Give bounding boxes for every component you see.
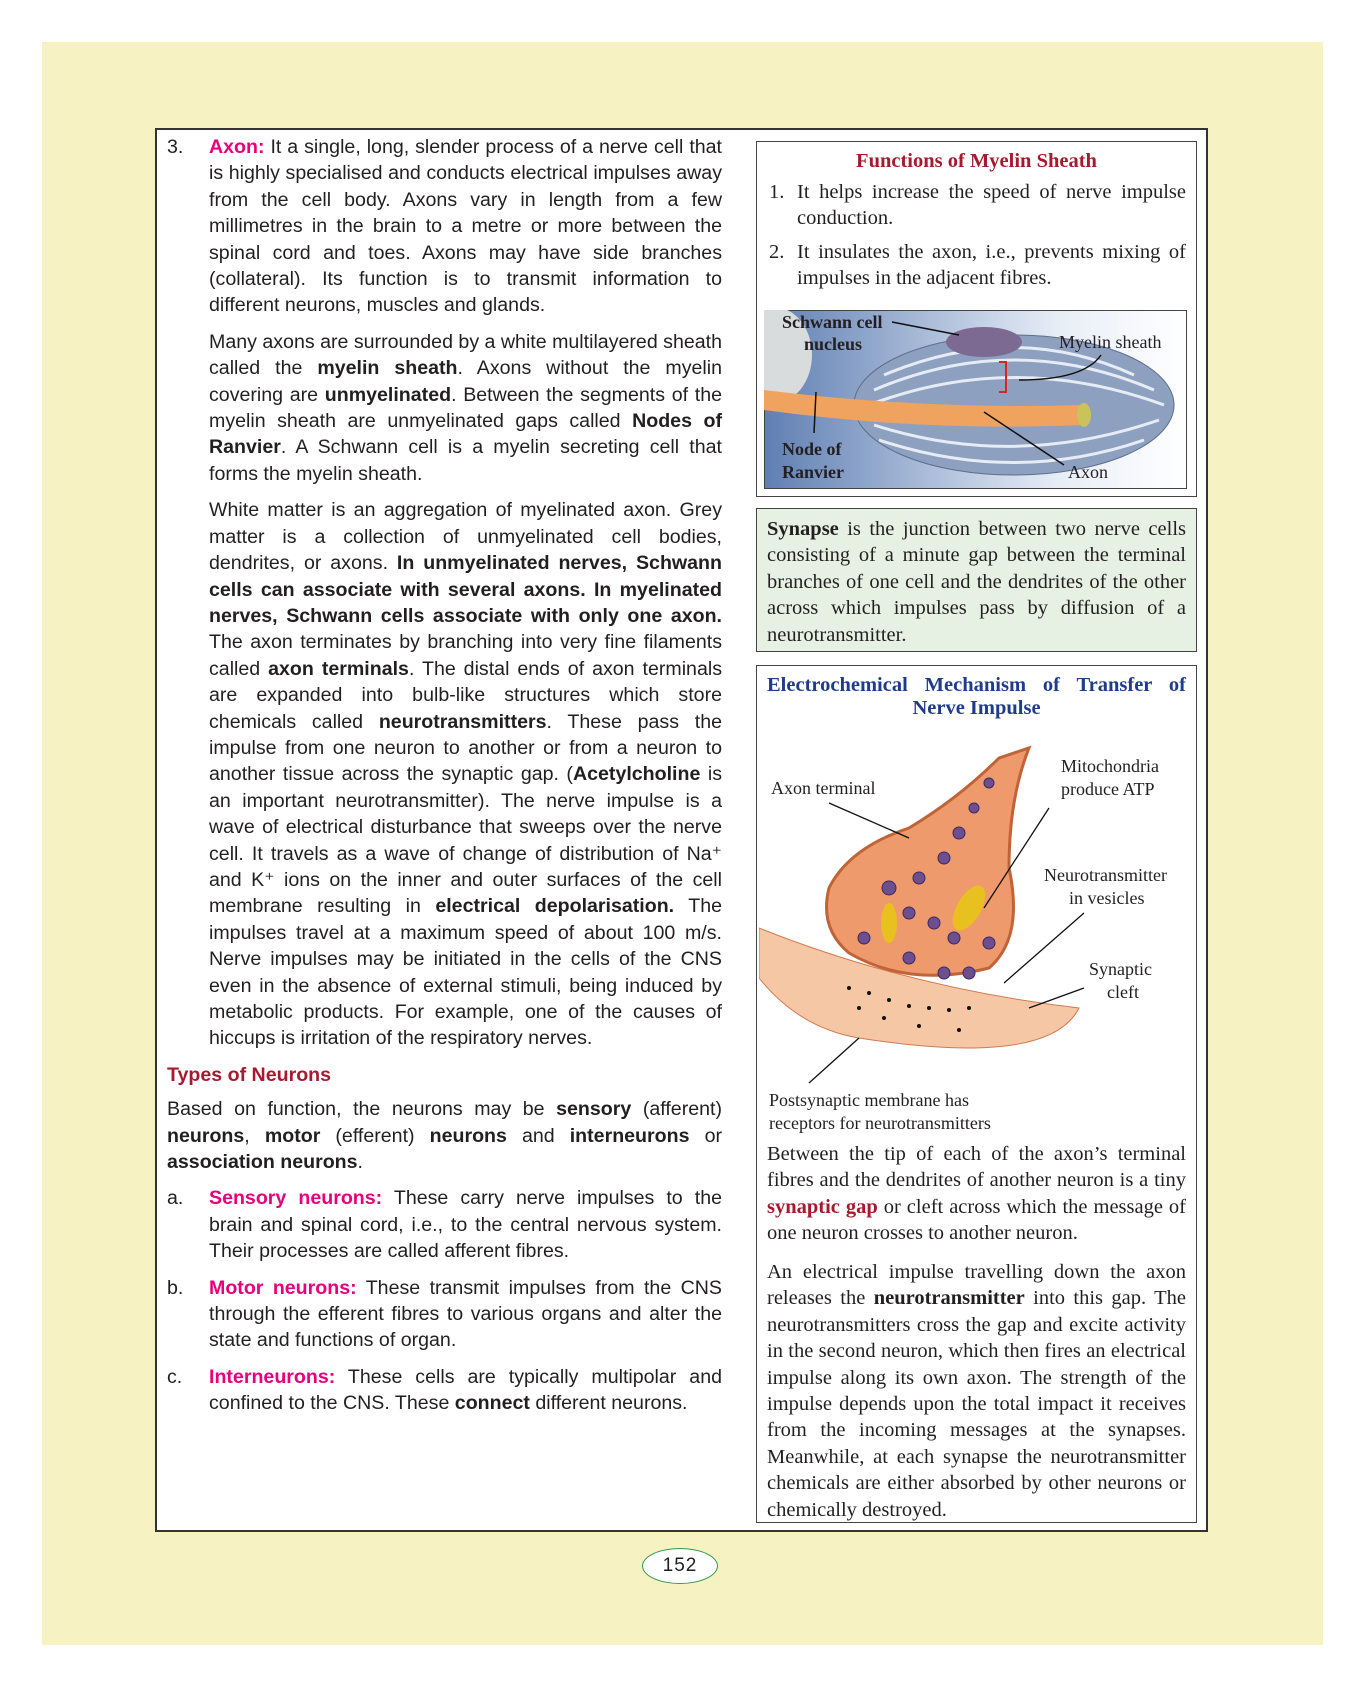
emphasis-text: neurons xyxy=(167,1124,245,1147)
emphasis-text: Axon: xyxy=(209,136,265,158)
emphasis-text: Interneurons: xyxy=(209,1365,336,1388)
label-in-vesicles: in vesicles xyxy=(1069,888,1145,908)
emphasis-text: Nodes of Ranvier xyxy=(209,410,722,459)
label-axon-terminal: Axon terminal xyxy=(771,778,876,798)
text-segment: These carry nerve impulses to the brain and spinal cord, i.e., to the central nervous system. Their processes are called afferent fibres. xyxy=(209,1187,722,1263)
label-cleft: cleft xyxy=(1107,982,1139,1002)
paragraph xyxy=(167,329,722,487)
emphasis-text: connect xyxy=(454,1392,530,1415)
text-segment: (efferent) xyxy=(320,1124,430,1147)
item-number: 3. xyxy=(167,136,184,158)
label-postsynaptic: Postsynaptic membrane has xyxy=(769,1090,969,1110)
mechanism-paragraph-2 xyxy=(767,1259,1186,1523)
emphasis-text: Acetylcholine xyxy=(572,763,701,786)
emphasis-text: neurotransmitters xyxy=(378,710,547,733)
emphasis-text: In unmyelinated nerves, Schwann cells can associate with several axons. In myelinated nerves, Schwann cells associate with only one axon. xyxy=(209,552,722,627)
text-segment: or cleft across which the message of one neuron crosses to another neuron. xyxy=(767,1195,1186,1245)
item-number: a. xyxy=(167,1187,184,1210)
list-item xyxy=(757,179,1196,232)
list-item xyxy=(757,239,1196,292)
emphasis-text: axon terminals xyxy=(268,657,409,680)
text-segment: . Axons without the myelin covering are xyxy=(209,357,722,406)
text-segment: These cells are typically multipolar and confined to the CNS. These xyxy=(209,1365,722,1415)
synapse-definition-box xyxy=(756,508,1197,652)
paragraph xyxy=(167,1275,722,1354)
text-segment: It a single, long, slender process of a nerve cell that is highly specialised and conducts electrical impulses away from the cell body. Axons vary in length from a few millimetres in the brain to a metre or more between the spinal cord and toes. Axons may have side branches (collateral). Its function is to transmit information to different neurons, muscles and glands. xyxy=(209,136,722,317)
text-segment: . The distal ends of axon terminals are expanded into bulb-like structures which store chemicals called xyxy=(209,657,722,733)
text-segment: . These pass the impulse from one neuron to another or from a neuron to another tissue across the synaptic gap. ( xyxy=(209,710,722,786)
label-axon: Axon xyxy=(1068,462,1108,482)
myelin-functions-box xyxy=(756,141,1197,497)
left-column xyxy=(167,134,722,1427)
label-mitochondria: Mitochondria xyxy=(1061,756,1159,776)
synapse-term: Synapse xyxy=(767,518,839,540)
text-segment: An electrical impulse travelling down the axon releases the xyxy=(767,1261,1186,1310)
label-neurotransmitter: Neurotransmitter xyxy=(1044,865,1167,885)
emphasis-text: sensory xyxy=(556,1098,632,1121)
paragraph xyxy=(167,497,722,1052)
text-segment: Types of Neurons xyxy=(167,1063,332,1086)
emphasis-text: myelin sheath xyxy=(317,357,458,380)
emphasis-text: neurons xyxy=(429,1124,507,1147)
text-segment: Between the tip of each of the axon’s terminal fibres and the dendrites of another neuron is a tiny xyxy=(767,1143,1186,1192)
item-text: It helps increase the speed of nerve impulse conduction. xyxy=(797,181,1186,230)
label-receptors: receptors for neurotransmitters xyxy=(769,1113,991,1133)
text-segment: The axon terminates by branching into very fine filaments called xyxy=(209,631,722,680)
text-segment: or xyxy=(689,1124,722,1147)
item-number: 1. xyxy=(769,181,785,203)
paragraph xyxy=(167,1364,722,1417)
electrochemical-mechanism-box xyxy=(756,665,1197,1523)
text-segment: Many axons are surrounded by a white multilayered sheath called the xyxy=(209,330,722,380)
emphasis-text: synaptic gap xyxy=(767,1195,878,1218)
synapse-text: is the junction between two nerve cells consisting of a minute gap between the terminal branches of one cell and the dendrites of the other across which impulses pass by diffusion of a neurotransmitter. xyxy=(767,518,1186,646)
emphasis-text: interneurons xyxy=(569,1124,690,1147)
emphasis-text: unmyelinated xyxy=(324,383,452,406)
myelin-box-title: Functions of Myelin Sheath xyxy=(856,150,1097,172)
section-heading xyxy=(167,1062,722,1088)
text-segment: The impulses travel at a maximum speed of about 100 m/s. Nerve impulses may be initiated in the cells of the CNS even in the absence of external stimuli, being induced by metabolic products. For example, one of the causes of hiccups is irritation of the respiratory nerves. xyxy=(209,895,722,1050)
text-segment: and xyxy=(506,1124,570,1147)
item-number: 2. xyxy=(769,240,785,263)
mechanism-title-line2: Nerve Impulse xyxy=(912,697,1041,719)
emphasis-text: Sensory neurons: xyxy=(209,1187,383,1210)
label-synaptic: Synaptic xyxy=(1089,959,1152,979)
text-segment: into this gap. The neurotransmitters cross the gap and excite activity in the second neuron, which then fires an electrical impulse along its own axon. The strength of the impulse depends upon the total impact it receives from the incoming messages at the synapses. Meanwhile, at each synapse the neurotransmitter chemicals are either absorbed by other neurons or chemically destroyed. xyxy=(767,1287,1186,1521)
text-segment: , xyxy=(244,1124,265,1147)
emphasis-text: electrical depolarisation. xyxy=(435,895,675,918)
paragraph xyxy=(167,134,722,319)
label-schwann-cell: Schwann cell xyxy=(782,312,883,332)
synapse-diagram xyxy=(759,738,1196,1138)
text-segment: is an important neurotransmitter). The nerve impulse is a wave of electrical disturbance that sweeps over the nerve cell. It travels as a wave of change of distribution of Na⁺ and K⁺ ions on the inner and outer surfaces of the cell membrane resulting in xyxy=(209,763,722,918)
label-node-of: Node of xyxy=(782,439,842,459)
label-ranvier: Ranvier xyxy=(782,462,844,482)
emphasis-text: motor xyxy=(264,1124,321,1147)
emphasis-text: association neurons xyxy=(167,1151,358,1174)
emphasis-text: Motor neurons: xyxy=(209,1276,357,1299)
label-myelin-sheath: Myelin sheath xyxy=(1059,332,1162,352)
item-number: c. xyxy=(167,1365,183,1388)
mechanism-paragraph-1 xyxy=(767,1141,1186,1247)
schwann-nucleus xyxy=(946,327,1022,357)
mechanism-title-line1: Electrochemical Mechanism of Transfer of xyxy=(767,674,1186,696)
item-number: b. xyxy=(167,1276,184,1299)
text-segment: . A Schwann cell is a myelin secreting cell that forms the myelin sheath. xyxy=(209,436,722,485)
myelin-sheath-diagram xyxy=(764,310,1187,489)
text-segment: . Between the segments of the myelin sheath are unmyelinated gaps called xyxy=(209,383,722,433)
text-segment: Based on function, the neurons may be xyxy=(167,1098,557,1121)
text-segment: White matter is an aggregation of myelinated axon. Grey matter is a collection of unmyelinated cell bodies, dendrites, or axons. xyxy=(209,499,722,575)
paragraph xyxy=(167,1096,722,1175)
emphasis-text: neurotransmitter xyxy=(873,1287,1025,1310)
text-segment: These transmit impulses from the CNS through the efferent fibres to various organs and alter the state and functions of organ. xyxy=(209,1276,722,1352)
text-segment: (afferent) xyxy=(631,1098,722,1121)
text-segment: . xyxy=(357,1151,363,1174)
item-text: It insulates the axon, i.e., prevents mixing of impulses in the adjacent fibres. xyxy=(797,240,1186,290)
label-produce-atp: produce ATP xyxy=(1061,779,1155,799)
paragraph xyxy=(167,1185,722,1264)
label-nucleus: nucleus xyxy=(804,334,863,354)
text-segment: different neurons. xyxy=(529,1392,688,1415)
page-number: 152 xyxy=(642,1548,718,1584)
